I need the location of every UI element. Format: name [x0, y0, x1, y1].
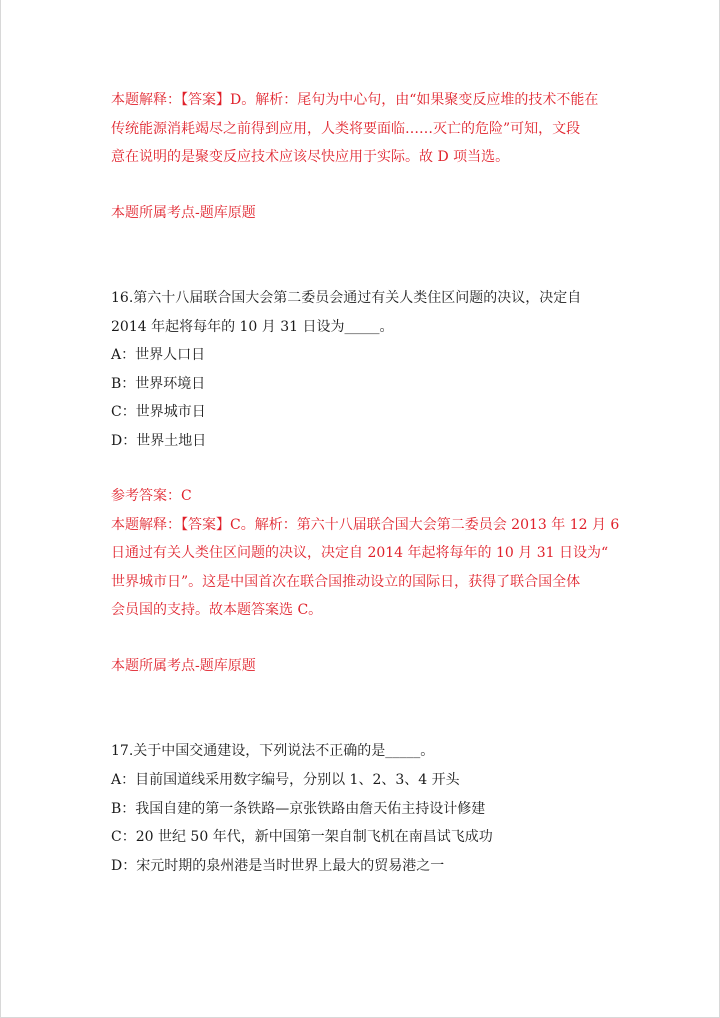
q16-option-b: B：世界环境日	[111, 375, 206, 392]
q17-stem	[111, 737, 611, 766]
q17-option-a: A：目前国道线采用数字编号，分别以 1、2、3、4 开头	[111, 772, 460, 788]
q15-explanation-line: 本题解释：【答案】D。解析：尾句为中心句，由“如果聚变反应堆的技术不能在	[111, 92, 599, 108]
q16-option-a: A：世界人口日	[111, 347, 206, 363]
q16-stem-line: 2014 年起将每年的 10 月 31 日设为_____。	[111, 318, 394, 335]
q16-source-text: 本题所属考点-题库原题	[111, 658, 256, 674]
q17-stem-line: 17.关于中国交通建设，下列说法不正确的是_____。	[111, 743, 435, 759]
q16-option-c: C：世界城市日	[111, 404, 206, 420]
q16-explanation-line: 会员国的支持。故本题答案选 C。	[111, 602, 323, 618]
q15-source	[111, 199, 611, 228]
q16-explanation-line: 日通过有关人类住区问题的决议，决定自 2014 年起将每年的 10 月 31 日设为“	[111, 545, 609, 561]
q16-option-d: D：世界土地日	[111, 432, 207, 449]
q17-option-d: D：宋元时期的泉州港是当时世界上最大的贸易港之一	[111, 857, 445, 874]
q17-options	[111, 766, 611, 880]
q16-stem	[111, 284, 611, 341]
q17-option-b: B：我国自建的第一条铁路—京张铁路由詹天佑主持设计修建	[111, 800, 486, 817]
q16-answer-block	[111, 482, 620, 625]
q16-explanation-line: 世界城市日”。这是中国首次在联合国推动设立的国际日，获得了联合国全体	[111, 573, 581, 590]
q16-stem-line: 16.第六十八届联合国大会第二委员会通过有关人类住区问题的决议，决定自	[111, 290, 582, 306]
q16-explanation-line: 本题解释：【答案】C。解析：第六十八届联合国大会第二委员会 2013 年 12 月 6	[111, 516, 620, 533]
q15-explanation-line: 传统能源消耗竭尽之前得到应用，人类将要面临……灭亡的危险”可知，文段	[111, 120, 581, 137]
q16-answer: 参考答案：C	[111, 488, 192, 504]
q16-options	[111, 341, 611, 455]
q15-explanation	[111, 86, 611, 172]
q17-option-c: C：20 世纪 50 年代，新中国第一架自制飞机在南昌试飞成功	[111, 829, 493, 845]
q15-explanation-line: 意在说明的是聚变反应技术应该尽快应用于实际。故 D 项当选。	[111, 149, 510, 165]
q15-source-text: 本题所属考点-题库原题	[111, 205, 256, 221]
q16-source	[111, 652, 611, 681]
